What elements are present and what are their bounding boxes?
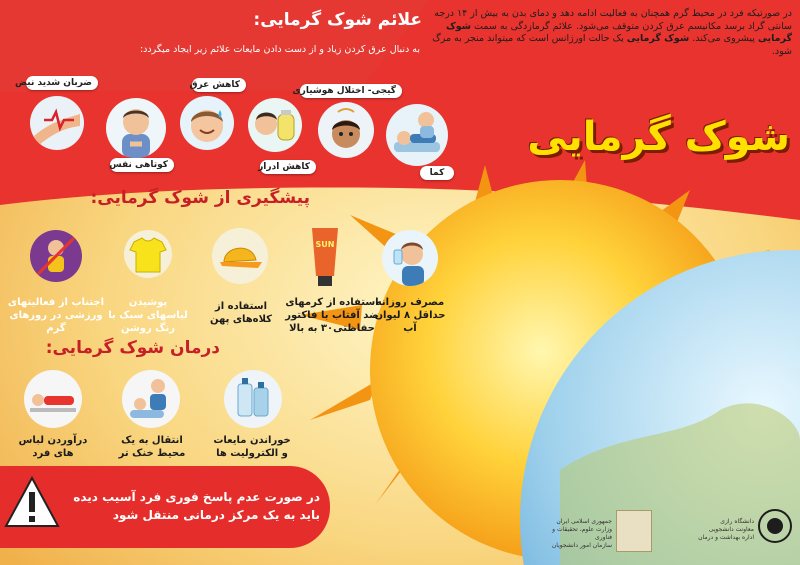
avoid-exercise-icon (30, 230, 82, 282)
pulse-wrist-icon (30, 96, 84, 150)
prevention-label: استفاده از کلاه‌های پهن (209, 301, 272, 325)
treatment-title: درمان شوک گرمایی: (45, 338, 220, 358)
warning-icon (4, 474, 60, 530)
drinking-water-icon (382, 230, 438, 286)
prevention-label: استفاده از کرمهای ضد آفتاب با فاکتور حفاظتی۳۰ به بالا (285, 297, 379, 334)
symptom-label: ضربان شدید نبض (26, 76, 98, 90)
warning-text: در صورت عدم پاسخ فوری فرد آسیب دیده باید به یک مرکز درمانی منتقل شود (73, 490, 320, 522)
prevention-label: اجتناب از فعالیتهای ورزشی در روزهای گرم (7, 297, 105, 334)
main-title: شوک گرمایی (527, 114, 790, 160)
reduced-sweat-icon (180, 96, 234, 150)
prevention-title: پیشگیری از شوک گرمایی: (90, 188, 310, 208)
symptom-label: کوتاهی نفس (110, 158, 174, 172)
fluids-icon (224, 370, 282, 428)
coma-icon (386, 104, 448, 166)
symptom-label: کما (420, 166, 454, 180)
razi-university-logo (756, 506, 794, 550)
symptom-label: کاهش ادرار (260, 160, 316, 174)
tshirt-icon (124, 230, 172, 278)
treatment-label: درآوردن لباس های فرد (18, 435, 88, 459)
treatment-label: خوراندن مایعات و الکترولیت ها (213, 435, 291, 459)
ministry-logo (616, 510, 652, 552)
treatment-label: انتقال به یک محیط خنک تر (118, 435, 186, 459)
cap-icon (212, 228, 268, 284)
symptoms-title: علائم شوک گرمایی: (253, 10, 422, 30)
intro-paragraph: در صورتیکه فرد در محیط گرم همچنان به فعالیت ادامه دهد و دمای بدن به بیش از ۱۴ درجه سانتی گراد برسد مکانیسم عرق کردن متوقف می‌شود. علائم گرمازدگی به سمت شوک گرمایی پیشروی می‌کند. شوک گرمایی یک حالت اورژانس است که میتواند منجر به مرگ شود. (432, 8, 792, 57)
move-cool-icon (122, 370, 180, 428)
prevention-label: پوشیدن لباسهای سبک با رنگ روشن (108, 297, 188, 334)
sunscreen-icon (296, 224, 354, 290)
sunscreen-label: SUN (315, 240, 335, 249)
razi-text: دانشگاه رازی معاونت دانشجویی اداره بهداشت و درمان (698, 518, 754, 541)
symptoms-subtitle: به دنبال عرق کردن زیاد و از دست دادن مایعات علائم زیر ایجاد میگردد: (139, 44, 420, 55)
confusion-icon (318, 102, 374, 158)
symptom-label: گیجی- اختلال هوشیاری (300, 84, 402, 98)
reduced-urine-icon (248, 98, 302, 152)
remove-clothes-icon (24, 370, 82, 428)
ministry-text: جمهوری اسلامی ایران وزارت علوم، تحقیقات و فناوری سازمان امور دانشجویان (551, 518, 612, 549)
symptom-label: کاهش عرق (192, 78, 246, 92)
prevention-label: مصرف روزانه حداقل ۸ لیوان آب (374, 297, 446, 334)
short-breath-icon (106, 98, 166, 158)
